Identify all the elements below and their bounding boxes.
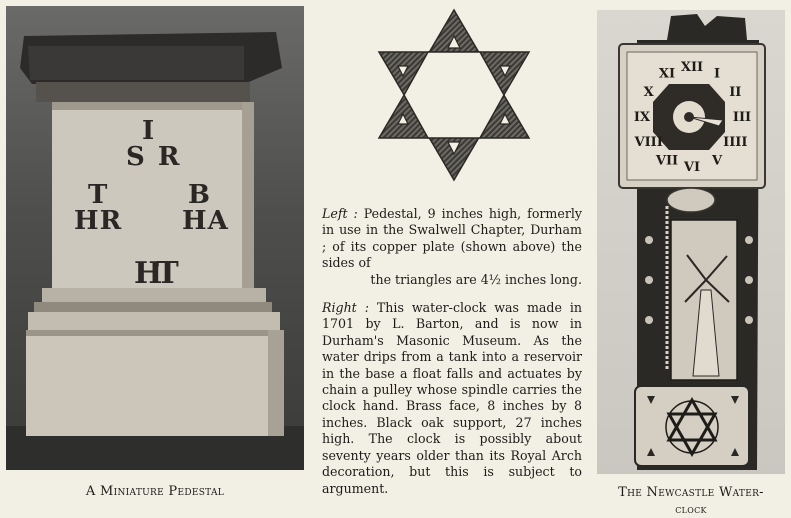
paragraph-left-lead: Left : — [322, 206, 358, 221]
paragraph-right-lead: Right : — [322, 300, 369, 316]
clock-numeral: VIII — [634, 135, 663, 150]
left-caption: A Miniature Pedestal — [85, 484, 225, 499]
paragraph-right-body: This water-clock was made in 1701 by L. Barton, and is now in Durham's Masonic Museum. As the water drips from a tank into a reservoir in the base a float falls and actuates by chain a pulley whose spindle carries the clock hand. Brass face, 8 inches by 8 inches. Black oak support, 27 inches high. The clock is possibly about seventy years older than its Royal Arch decoration, but this is subject to argument. — [322, 300, 583, 496]
clock-numeral: III — [732, 110, 752, 125]
clock-numeral: I — [713, 66, 721, 82]
inscription-HT: HT — [134, 256, 173, 291]
clock-numeral: VI — [683, 160, 701, 175]
inscription-HR: HR — [74, 206, 123, 236]
description-text — [322, 206, 582, 509]
inscription-T: T — [88, 180, 108, 210]
paragraph-left — [322, 206, 582, 288]
clock-numeral: X — [643, 85, 654, 100]
star-of-david-plate — [376, 8, 532, 182]
hexagram-icon — [376, 8, 532, 182]
clock-numeral: VII — [655, 153, 679, 169]
inscription-B: B — [188, 180, 210, 210]
paragraph-left-last-line: the triangles are 4½ inches long. — [370, 271, 582, 287]
inscription-SR: S R — [126, 142, 182, 172]
inscription-HA: HA — [182, 206, 229, 236]
clock-numeral: XII — [680, 60, 704, 75]
pedestal-photo — [6, 6, 304, 470]
inscription-I: I — [142, 116, 155, 146]
clock-numeral: II — [729, 85, 742, 100]
right-caption-line2: clock — [675, 503, 707, 516]
paragraph-left-body: Pedestal, 9 inches high, formerly in use in the Swalwell Chapter, Durham ; of its copper plate (shown above) the sides of — [322, 206, 582, 271]
water-clock-illustration — [597, 10, 785, 474]
paragraph-right — [322, 300, 582, 497]
pedestal-inscription — [52, 110, 242, 290]
right-caption — [597, 484, 785, 518]
clock-numeral: IX — [633, 110, 651, 125]
clock-numeral: IIII — [723, 135, 748, 150]
clock-numeral: V — [711, 153, 723, 169]
water-clock-photo — [597, 10, 785, 474]
right-caption-line1: The Newcastle Water- — [618, 485, 764, 500]
clock-numeral: XI — [658, 66, 676, 82]
